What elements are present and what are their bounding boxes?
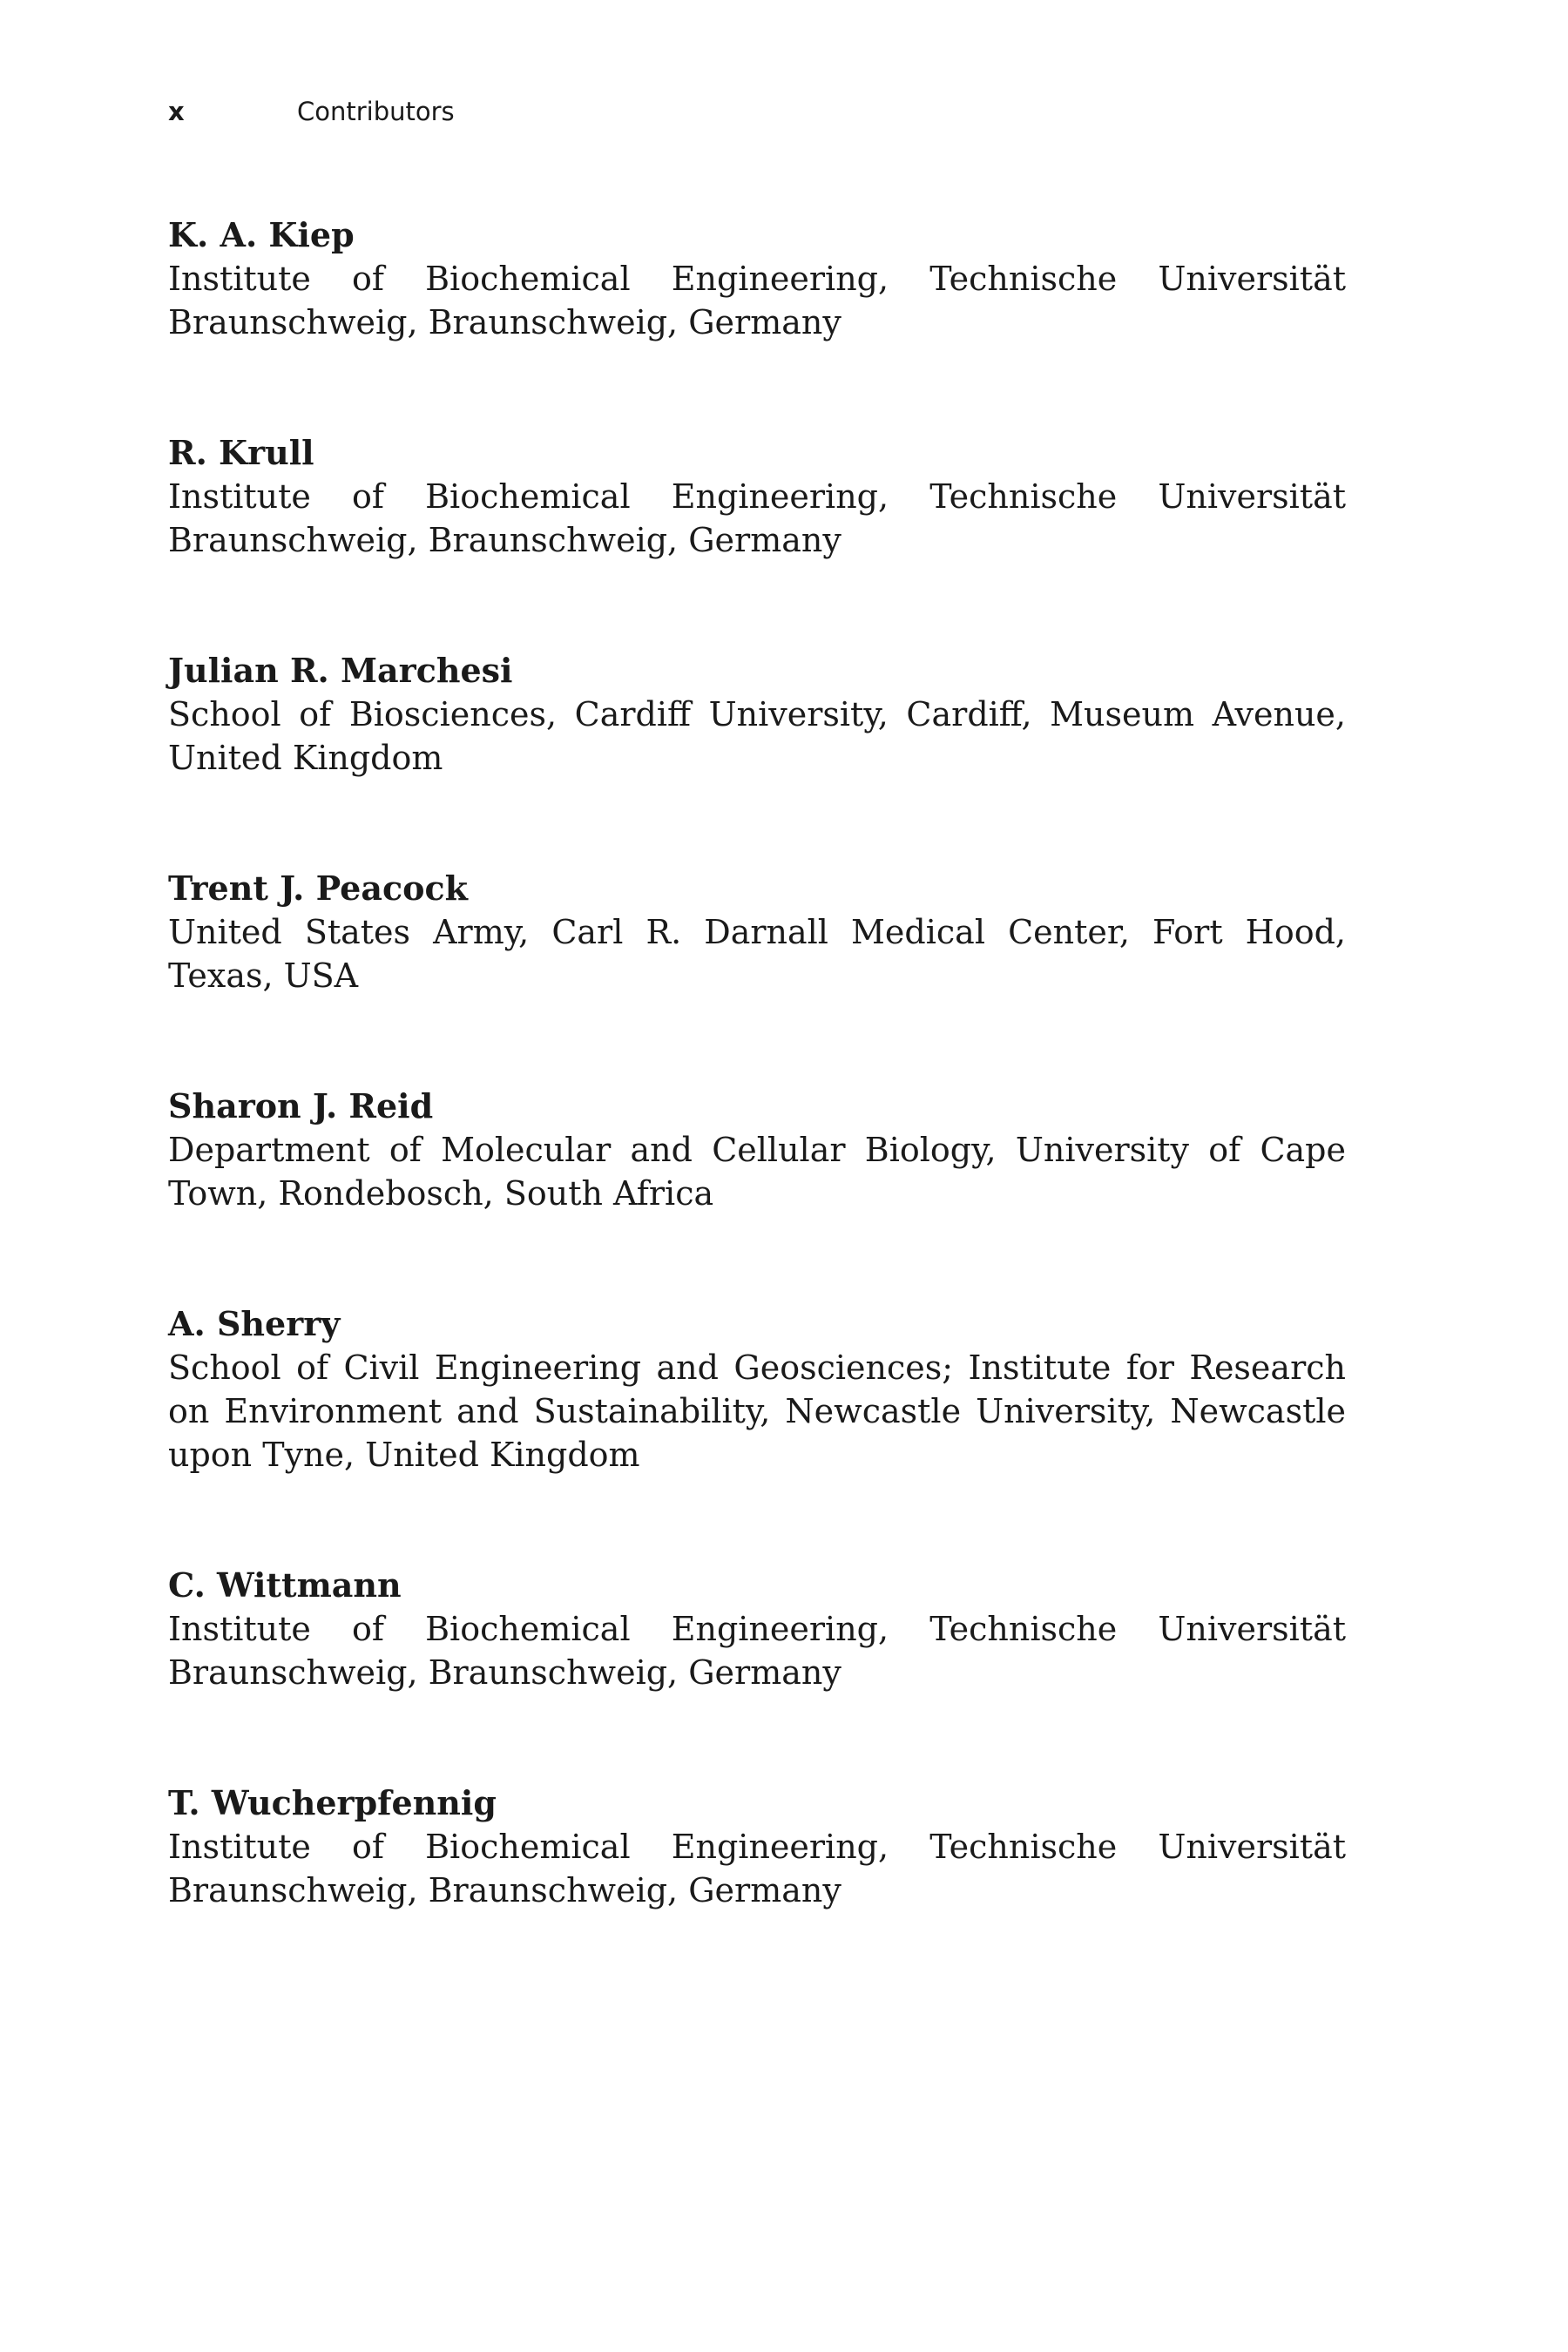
- contributor-name: C. Wittmann: [168, 1565, 402, 1605]
- contributor-entry: [168, 1085, 1346, 1215]
- contributor-name: Trent J. Peacock: [168, 868, 468, 908]
- contributor-list: [168, 213, 1346, 1999]
- contributor-name: Julian R. Marchesi: [168, 651, 513, 690]
- contributor-entry: [168, 431, 1346, 562]
- contributor-name: K. A. Kiep: [168, 215, 355, 254]
- contributor-entry: [168, 649, 1346, 780]
- contributor-entry: [168, 1302, 1346, 1477]
- contributor-name: Sharon J. Reid: [168, 1086, 434, 1125]
- contributor-name: T. Wucherpfennig: [168, 1783, 497, 1822]
- contributor-affiliation: Institute of Biochemical Engineering, Technische Universität Braunschweig, Braunschweig, Germany: [168, 1828, 1346, 1909]
- contributor-entry: [168, 213, 1346, 344]
- running-head: [168, 92, 455, 131]
- contributor-affiliation: School of Biosciences, Cardiff University, Cardiff, Museum Avenue, United Kingdom: [168, 695, 1346, 777]
- contributor-entry: [168, 867, 1346, 997]
- contributor-entry: [168, 1564, 1346, 1694]
- contributor-affiliation: Department of Molecular and Cellular Biology, University of Cape Town, Rondebosch, South Africa: [168, 1131, 1346, 1213]
- contributor-entry: [168, 1781, 1346, 1912]
- section-title: Contributors: [297, 97, 455, 126]
- contributor-affiliation: United States Army, Carl R. Darnall Medical Center, Fort Hood, Texas, USA: [168, 913, 1346, 995]
- contributor-name: R. Krull: [168, 433, 314, 472]
- contributor-affiliation: School of Civil Engineering and Geosciences; Institute for Research on Environment and Sustainability, Newcastle University, Newcastle upon Tyne, United Kingdom: [168, 1348, 1346, 1474]
- contributor-name: A. Sherry: [168, 1304, 341, 1343]
- page-number: x: [168, 97, 185, 126]
- contributor-affiliation: Institute of Biochemical Engineering, Technische Universität Braunschweig, Braunschweig, Germany: [168, 477, 1346, 559]
- contributor-affiliation: Institute of Biochemical Engineering, Technische Universität Braunschweig, Braunschweig, Germany: [168, 260, 1346, 341]
- contributor-affiliation: Institute of Biochemical Engineering, Technische Universität Braunschweig, Braunschweig, Germany: [168, 1610, 1346, 1692]
